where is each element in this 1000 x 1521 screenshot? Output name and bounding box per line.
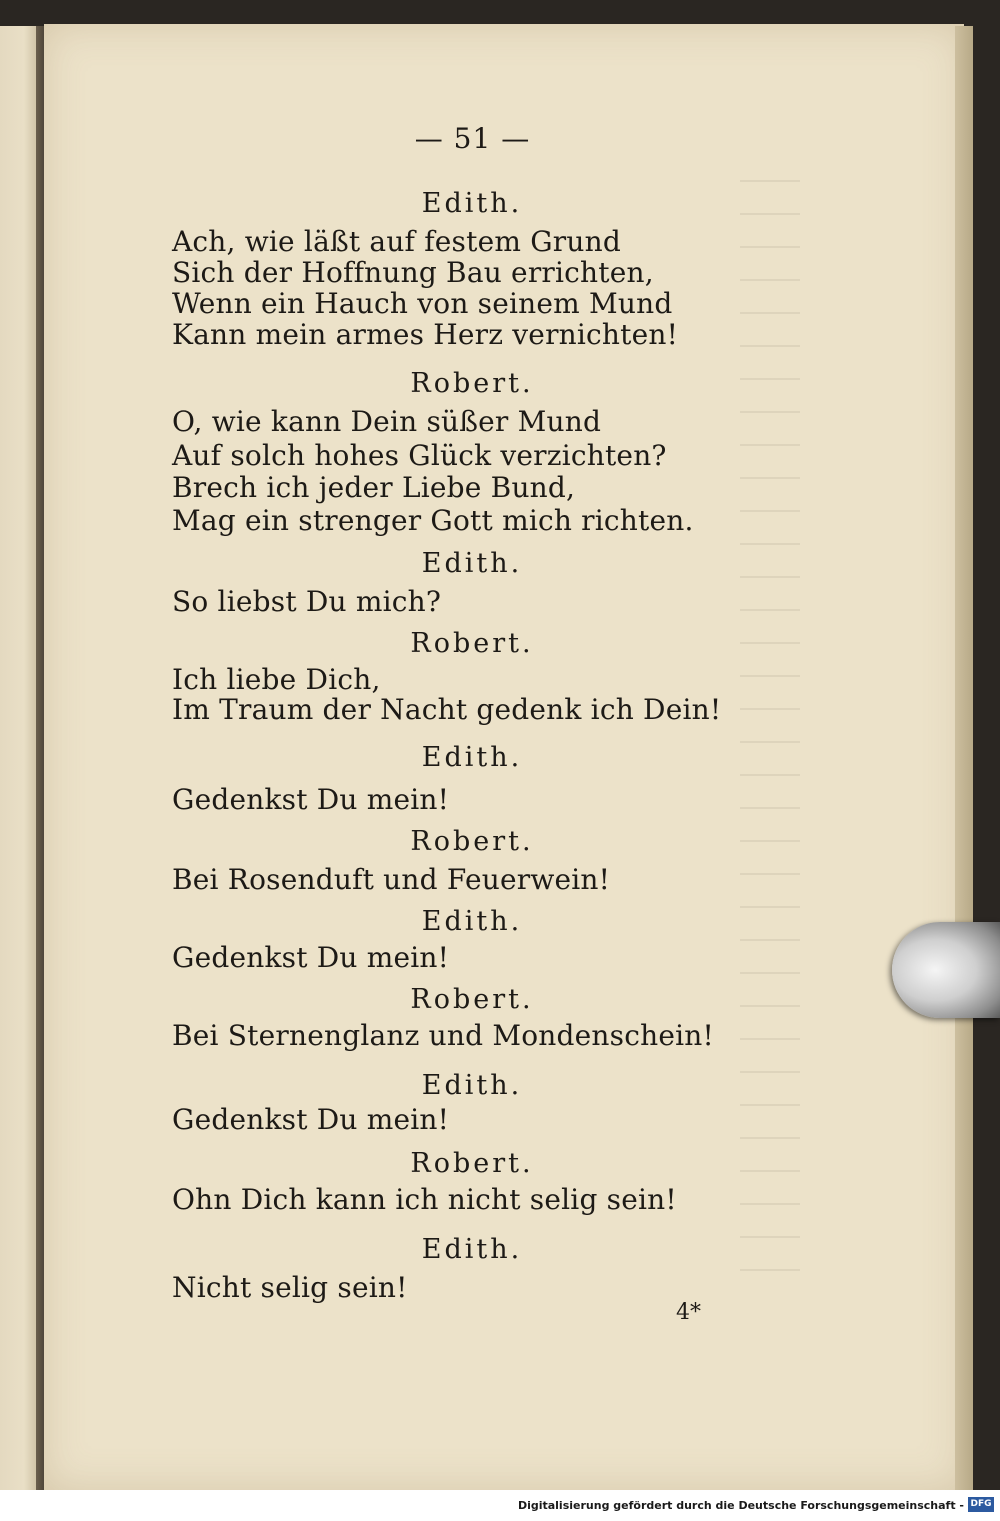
verse-line: Bei Sternenglanz und Mondenschein! (172, 1019, 714, 1052)
verse-line: Gedenkst Du mein! (172, 941, 450, 974)
verse-line: Nicht selig sein! (172, 1271, 408, 1304)
verse-line: Sich der Hoffnung Bau errichten, (172, 256, 654, 289)
page-number: — 51 — (414, 122, 531, 155)
speaker-label: Edith. (421, 1070, 523, 1101)
speaker-label: Robert. (410, 826, 534, 857)
verse-line: Ach, wie läßt auf festem Grund (172, 225, 621, 258)
speaker-label: Edith. (421, 548, 523, 579)
verse-line: Im Traum der Nacht gedenk ich Dein! (172, 693, 722, 726)
verse-line: Ohn Dich kann ich nicht selig sein! (172, 1183, 677, 1216)
speaker-label: Edith. (421, 906, 523, 937)
dfg-logo: DFG (968, 1497, 994, 1512)
verse-line: Wenn ein Hauch von seinem Mund (172, 287, 673, 320)
verse-line: Auf solch hohes Glück verzichten? (172, 439, 667, 472)
signature-mark: 4* (676, 1300, 701, 1325)
speaker-label: Edith. (421, 742, 523, 773)
verse-line: So liebst Du mich? (172, 585, 442, 618)
speaker-label: Robert. (410, 628, 534, 659)
verse-line: Gedenkst Du mein! (172, 783, 450, 816)
verse-line: Kann mein armes Herz vernichten! (172, 318, 679, 351)
verse-line: Mag ein strenger Gott mich richten. (172, 504, 694, 537)
verse-line: Brech ich jeder Liebe Bund, (172, 471, 576, 504)
verse-line: Ich liebe Dich, (172, 663, 381, 696)
speaker-label: Robert. (410, 984, 534, 1015)
funding-credit: Digitalisierung gefördert durch die Deutsche Forschungsgemeinschaft - (517, 1499, 964, 1512)
speaker-label: Robert. (410, 1148, 534, 1179)
verse-line: Bei Rosenduft und Feuerwein! (172, 863, 611, 896)
speaker-label: Robert. (410, 368, 534, 399)
footer-bar (0, 1490, 1000, 1521)
speaker-label: Edith. (421, 188, 523, 219)
verse-line: Gedenkst Du mein! (172, 1103, 450, 1136)
verse-line: O, wie kann Dein süßer Mund (172, 405, 602, 438)
speaker-label: Edith. (421, 1234, 523, 1265)
